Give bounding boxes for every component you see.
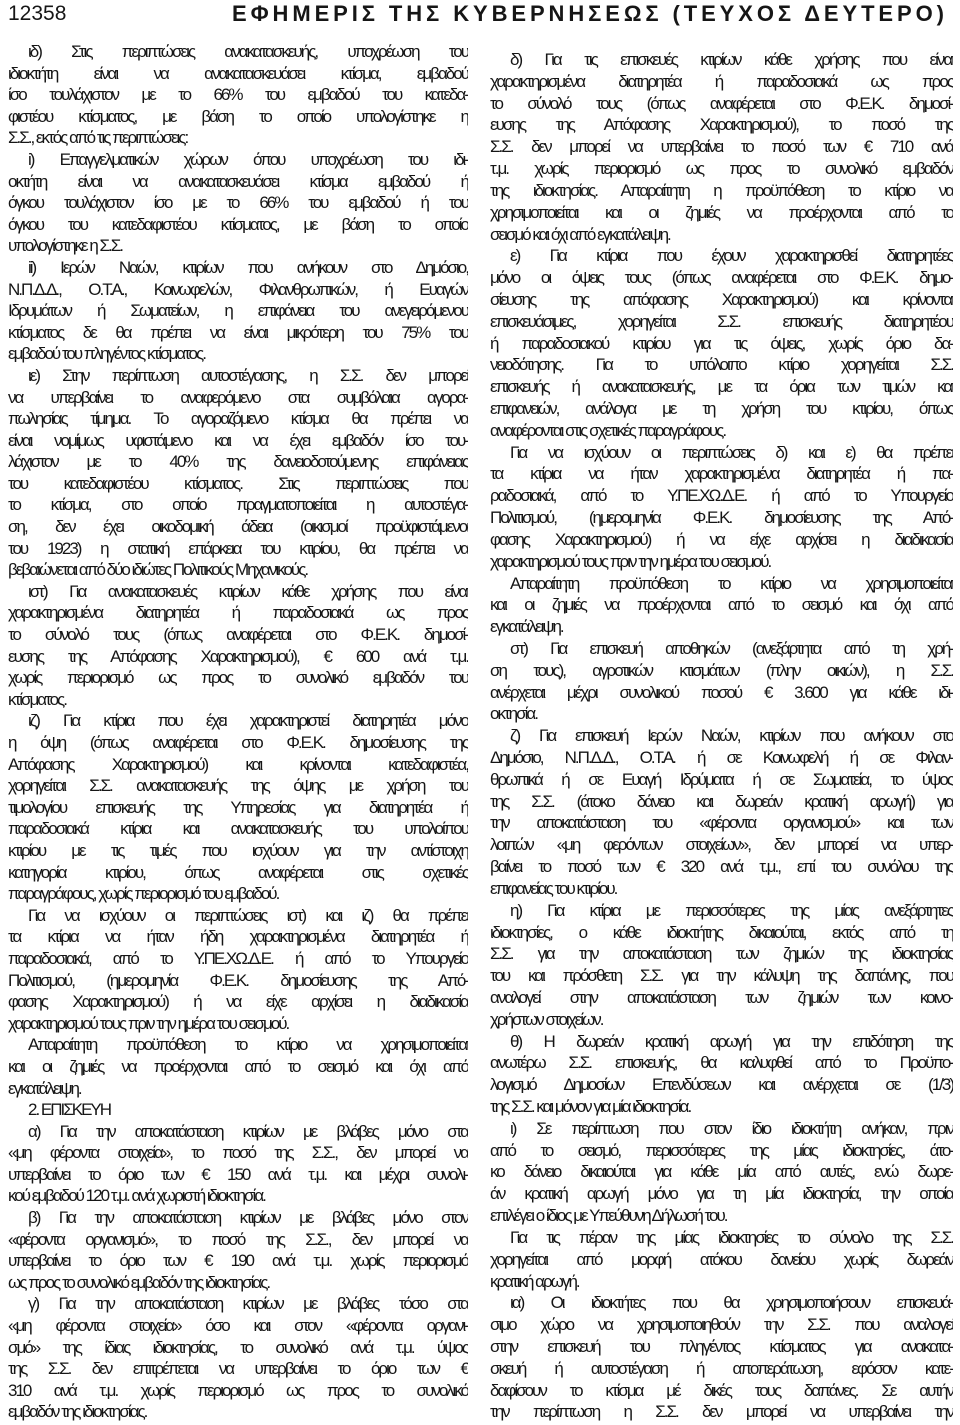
text-line: τα κτίρια να ήταν χαρακτηρισμένα διατηρητέα ή πα- [490,464,953,484]
text-line: β) Για την αποκατάσταση κτιρίων με βλάβες μόνο στον [28,1208,468,1228]
text-line: τ.μ. χωρίς περιορισμό ως προς το συνολικό εμβαδόν [490,159,953,179]
text-line: το σύνολό τους (όπως αναφέρεται στο Φ.Ε.Κ. δημοσί- [8,625,468,645]
text-line: χαρακτηρισμού τους πριν την ημέρα του σεισμού. [8,1013,289,1033]
text-line: ιζ) Για κτίρια που έχει χαρακτηριστεί διατηρητέα μόνο [28,711,468,731]
text-line: επιφανειών, ανάλογα με τη χρήση του κτιρίου, όπως [490,399,953,418]
text-line: ιδ) Στις περιπτώσεις ανακατασκευής, υποχρέωση του [28,42,468,61]
text-line: Απόφασης Χαρακτηρισμού) και κρίνονται κατεδαφιστέα, [8,754,468,774]
paragraph [8,257,468,365]
text-line: τα κτίρια να ήταν ήδη χαρακτηρισμένα διατηρητέα ή [8,927,468,947]
text-line: φασης Χαρακτηρισμού) ή να είχε αρχίσει η διαδικασία [490,529,953,549]
text-line: όγκου του κατεδαφιστέου κτίσματος, με βάση το οποίο [8,214,468,234]
paragraph [490,245,953,441]
paragraph [8,41,468,149]
paragraph [490,638,953,725]
text-line: επιλέγει ο ίδιος με Υπεύθυνη Δήλωσή του. [490,1206,727,1226]
text-line: ση τους), αγροτικών κτισμάτων (πλην οικιών), η Σ.Σ. [490,660,953,680]
text-line: «φέροντα οργανισμό», το ποσό της Σ.Σ., δεν μπορεί να [8,1229,468,1249]
text-line: κτίσματος. [8,689,66,709]
text-line: από το σεισμό, περισσότερες της μίας ιδιοκτησίες, άτο- [490,1140,953,1160]
text-line: 2. ΕΠΙΣΚΕΥΗ [28,1100,111,1120]
text-line: μόνο οι όψεις τους (όπως αναφέρεται στο Φ.Ε.Κ. δημο- [490,268,953,288]
right-column [490,49,953,1423]
text-line: παραδοσιακά κτίρια και ανακατασκευής του υπολοίπου [8,819,468,839]
text-line: χαρακτηρισμού τους πριν την ημέρα του σεισμού. [490,551,771,571]
text-line: Σ.Σ. για την αποκατάσταση των ζημιών της ιδιοκτησίας [490,944,953,964]
text-line: εμβαδού του πληγέντος κτίσματος. [8,344,205,364]
text-line: εμβαδόν της ιδιοκτησίας. [8,1402,147,1422]
text-line: υπερβαίνει το όριο των € 190 ανά τ.μ. χωρίς περιορισμό [8,1251,468,1271]
paragraph [8,905,468,1035]
page-number: 12358 [8,2,67,25]
text-line: σμό» της ίδιας ιδιοκτησίας, το συνολικό ανά τ.μ. ύψος [8,1337,468,1357]
text-line: ή παραδοσιακού κτιρίου για τις όψεις, χωρίς όριο δα- [490,333,953,353]
text-line: βαίνει το ποσό των € 320 ανά τ.μ., επί του συνόλου της [490,857,953,877]
text-line: άν κρατική αρωγή μόνο για τη μία ιδιοκτησία, την οποία [490,1184,953,1204]
text-line: σκευή ή αυτοστέγαση ή αποπεράτωση, εφόσον κατε- [490,1358,953,1378]
text-line: Ν.Π.Δ.Δ., Ο.Τ.Α., Κοινωφελών, Φιλανθρωπικών, ή Ευαγών [8,279,468,299]
text-line: Σ.Σ., εκτός από τις περιπτώσεις: [8,128,188,148]
text-line: ανωτέρω Σ.Σ. επισκευής, θα καλυφθεί από το Προϋπο- [490,1053,953,1073]
left-column [8,41,468,1423]
text-line: σεισμό και όχι από εγκατάλειψη. [490,224,670,244]
text-line: ε) Για κτίρια που έχουν χαρακτηρισθεί διατηρητέες [510,246,953,266]
text-line: κο δάνειο δικαιούται για κάθε μία από αυτές, ενώ δωρε- [490,1162,953,1182]
paragraph [490,725,953,900]
gazette-title: ΕΦΗΜΕΡΙΣ ΤΗΣ ΚΥΒΕΡΝΗΣΕΩΣ (ΤΕΥΧΟΣ ΔΕΥΤΕΡΟ) [232,1,948,26]
text-line: ευσης της Απόφασης Χαρακτηρισμού), € 600 ανά τ.μ. [8,646,468,666]
paragraph [8,1099,468,1121]
text-line: ραδοσιακά, από το Υ.ΠΕ.ΧΩ.Δ.Ε. ή από το Υπουργείο [490,486,953,506]
text-line: δαφίσουν το κτίσμα μέ δικές τους δαπάνες. Σε αυτήν [490,1380,953,1400]
text-line: όγκου τουλάχιστον ίσο με το 66% του εμβαδού ή του [8,193,468,213]
text-line: ι) Σε περίπτωση που στον ίδιο ιδιοκτήτη ανήκαν, πριν [510,1118,953,1138]
text-line: τιμολογίου επισκευής της Υπηρεσίας για διατηρητέα ή [8,797,468,817]
text-line: λογισμό Δημοσίων Επενδύσεων και ανέρχεται σε (1/3) [490,1075,953,1095]
text-line: Δημόσιο, Ν.Π.Δ.Δ., Ο.Τ.Α. ή σε Κοινωφελή ή σε Φιλαν- [490,748,953,767]
text-line: το σύνολό τους (όπως αναφέρεται στο Φ.Ε.Κ. δημοσί- [490,93,953,113]
text-line: οκτήτη είναι να ανακατασκευάσει κτίσμα εμβαδού ή [8,171,468,191]
text-line: θρωπικά ή σε Ευαγή Ιδρύματα ή σε Σωματεία, το ύψος [490,769,953,789]
paragraph [490,442,953,573]
paragraph [8,1034,468,1099]
paragraph [490,573,953,638]
text-line: νειοδότησης. Για το υπόλοιπο κτίριο χορηγείται Σ.Σ. [490,355,953,375]
text-line: και οι ζημιές να προέρχονται από το σεισμό και όχι από [490,595,953,615]
paragraph [8,149,468,257]
text-line: γ) Για την αποκατάσταση κτιρίων με βλάβες τόσο στα [28,1294,468,1314]
text-line: σιμο χώρο να χρησιμοποιηθούν την Σ.Σ. που αναλογεί [490,1315,953,1335]
text-line: ανέρχεται μέχρι συνολικού ποσού € 3.600 για κάθε ιδι- [490,682,953,702]
text-line: της Σ.Σ. δεν επιτρέπεται να υπερβαίνει το όριο των € [8,1359,468,1379]
text-line: στ) Για επισκευή αποθηκών (ανεξάρτητα από τη χρή- [510,638,953,658]
paragraph [8,365,468,581]
text-line: ίσο τουλάχιστον με το 66% του εμβαδού του κατεδα- [8,85,468,105]
paragraph [490,1118,953,1227]
text-line: ως προς το συνολικό εμβαδόν της ιδιοκτησίας. [8,1272,270,1292]
paragraph [490,1227,953,1292]
text-line: σίευσης της απόφασης Χαρακτηρισμού) και κρίνονται [490,289,953,309]
text-line: Απαραίτητη προϋπόθεση το κτίριο να χρησιμοποιείται [28,1035,468,1055]
text-line: ια) Οι ιδιοκτήτες που θα χρησιμοποιήσουν επισκευά- [510,1293,953,1313]
text-line: της Σ.Σ. και μόνον για μία ιδιοκτησία. [490,1097,691,1116]
text-line: φασης Χαρακτηρισμού) ή να είχε αρχίσει η διαδικασία [8,992,468,1012]
text-line: α) Για την αποκατάσταση κτιρίων με βλάβες μόνο στα [28,1121,468,1141]
text-line: Πολιτισμού, (ημερομηνία Φ.Ε.Κ. δημοσίευσης της Από- [8,970,468,990]
text-line: της ιδιοκτησίας. Απαραίτητη η προϋπόθεση το κτίριο να [490,180,953,200]
paragraph [490,900,953,1031]
text-line: ζ) Για επισκευή Ιερών Ναών, κτιρίων που ανήκουν στο [510,726,953,746]
text-line: «μη φέροντα στοιχεία», το ποσό της Σ.Σ., δεν μπορεί να [8,1143,468,1163]
text-line: υπολογίστηκε η Σ.Σ. [8,236,122,256]
text-line: Για τις πέραν της μίας ιδιοκτησίες το σύνολο της Σ.Σ. [510,1227,953,1247]
text-line: Σ.Σ. δεν μπορεί να υπερβαίνει το ποσό των € 710 ανά [490,137,953,157]
text-line: το κτίσμα, στο οποίο πραγματοποιείται η αυτοστέγα- [8,495,468,515]
text-line: επιφανείας του κτιρίου. [490,878,617,898]
text-line: κτιρίου με τις τιμές που ισχύουν για την αντίστοιχη [8,840,468,860]
paragraph [490,1292,953,1423]
paragraph [8,581,468,711]
paragraph [8,710,468,904]
text-line: κατηγορία κτιρίου, όπως αναφέρεται στις σχετικές [8,862,468,882]
text-line: λοιπών «μη φερόντων στοιχείων», δεν μπορεί να υπερ- [490,835,953,855]
text-line: την αποκατάσταση του «φέροντα οργανισμού» και των [490,813,953,833]
text-line: του 1923) η στατική επάρκεια του κτιρίου, θα πρέπει να [8,538,468,558]
text-line: υπερβαίνει το όριο των € 150 ανά τ.μ. και μέχρι συνολι- [8,1164,468,1184]
text-line: του κατεδαφιστέου κτίσματος. Στις περιπτώσεις που [8,473,468,493]
text-line: χαρακτηρισμένα διατηρητέα ή παραδοσιακά ως προς [490,71,953,91]
text-line: χρήστων στοιχείων. [490,1009,603,1029]
text-line: κτίσματος δε θα πρέπει να είναι μικρότερη του 75% του [8,322,468,342]
text-line: του και πρόσθετη Σ.Σ. για την κάλυψη της δαπάνης, που [490,966,953,986]
text-line: οκτησία. [490,704,537,724]
text-line: στην επισκευή του πληγέντος κτίσματος για ανακατα- [490,1336,953,1356]
text-line: η) Για κτίρια με περισσότερες της μίας ανεξάρτητες [510,900,953,920]
text-line: ιδιοκτησίες, ο κάθε ιδιοκτήτης δικαιούται, εκτός από τη [490,922,953,942]
text-line: ση, δεν έχει οικοδομική άδεια (οικισμοί προϋφιστάμενοι [8,517,468,537]
paragraph [8,1207,468,1293]
text-line: κρατική αρωγή. [490,1271,579,1291]
text-line: χωρίς περιορισμό ως προς το συνολικό εμβαδόν του [8,668,468,688]
text-line: «μη φέροντα στοιχεία» όσο και στον «φέροντα οργανι- [8,1316,468,1336]
text-line: εγκατάλειψη. [490,617,563,637]
text-line: ιε) Στην περίπτωση αυτοστέγασης, η Σ.Σ. δεν μπορεί [28,365,468,385]
text-line: χαρακτηρισμένα διατηρητέα ή παραδοσιακά ως προς [8,603,468,623]
text-line: και οι ζημιές να προέρχονται από το σεισμό και όχι από [8,1056,468,1076]
text-line: της Σ.Σ. (άτοκο δάνειο και δωρεάν κρατική αρωγή) για [490,791,953,811]
text-line: κού εμβαδού 120 τ.μ. ανά χωριστή ιδιοκτησία. [8,1186,265,1206]
text-line: πωλησίας τίμημα. Το αγοραζόμενο κτίσμα θα πρέπει να [8,409,468,429]
paragraph [490,1031,953,1118]
text-line: παραδοσιακά, από το Υ.ΠΕ.ΧΩ.Δ.Ε. ή από το Υπουργείο [8,948,468,968]
text-line: φιστέου κτίσματος, με βάση το οποίο υπολογίστηκε η [8,106,468,126]
text-line: την περίπτωση η Σ.Σ. δεν μπορεί να υπερβαίνει την [490,1402,953,1422]
text-line: επισκευάσιμες, χορηγείται Σ.Σ. επισκευής διατηρητέου [490,311,953,331]
text-line: αναφέρονται στις σχετικές παραγράφους. [490,420,726,440]
text-line: εγκατάλειψη. [8,1078,81,1098]
paragraph [8,1293,468,1423]
text-line: ιστ) Για ανακατασκευές κτιρίων κάθε χρήσης που είναι [28,581,468,601]
text-line: θ) Η δωρεάν κρατική αρωγή για την επιδότηση της [510,1031,953,1051]
text-line: ιδιοκτήτη είναι να ανακατασκευάσει κτίσμα, εμβαδού [8,63,468,83]
text-line: Για να ισχύουν οι περιπτώσεις δ) και ε) θα πρέπει [510,442,953,462]
text-line: Πολιτισμού, (ημερομηνία Φ.Ε.Κ. δημοσίευσης της Από- [490,508,953,528]
text-line: η όψη (όπως αναφέρεται στο Φ.Ε.Κ. δημοσίευσης της [8,733,468,752]
paragraph [490,49,953,245]
text-line: Για να ισχύουν οι περιπτώσεις ιστ) και ιζ) θα πρέπει [28,905,468,925]
text-line: δ) Για τις επισκευές κτιρίων κάθε χρήσης που είναι [510,50,953,69]
text-line: χρησιμοποιείται και οι ζημιές να προέρχονται από το [490,202,953,222]
text-line: χορηγείται Σ.Σ. ανακατασκευής της όψης με χρήση του [8,776,468,796]
paragraph [8,1121,468,1207]
text-line: ευσης της Απόφασης Χαρακτηρισμού), το ποσό της [490,115,953,135]
text-line: ii) Ιερών Ναών, κτιρίων που ανήκουν στο Δημόσιο, [28,257,468,277]
text-line: Απαραίτητη προϋπόθεση το κτίριο να χρησιμοποιείται [510,573,953,593]
text-line: i) Επαγγελματικών χώρων όπου υποχρέωση του ιδι- [28,149,468,169]
text-line: επισκευής ή ανακατασκευής, με τα όρια των τιμών και [490,377,953,397]
text-line: αναλογεί στην αποκατάσταση των ζημιών των κοινο- [490,987,953,1007]
text-line: είναι νομίμως υφιστάμενο και να έχει εμβαδόν ίσο του- [8,430,468,450]
text-line: να υπερβαίνει το αναφερόμενο στα συμβόλαια αγορα- [8,387,468,407]
text-line: παραγράφους, χωρίς περιορισμό του εμβαδού. [8,884,279,904]
text-line: 310 ανά τ.μ. χωρίς περιορισμό ως προς το συνολικό [8,1380,468,1400]
text-line: Ιδρυμάτων ή Σωματείων, η επιφάνεια του ανεγειρόμενου [8,301,468,321]
text-line: λάχιστον με το 40% της δανειοδοτούμενης επιφάνειας [8,452,468,472]
text-line: βεβαιώνεται από δύο ιδιώτες Πολιτικούς Μηχανικούς. [8,560,308,580]
text-line: χορηγείται από μορφή ατόκου δανείου χωρίς δωρεάν [490,1249,953,1269]
